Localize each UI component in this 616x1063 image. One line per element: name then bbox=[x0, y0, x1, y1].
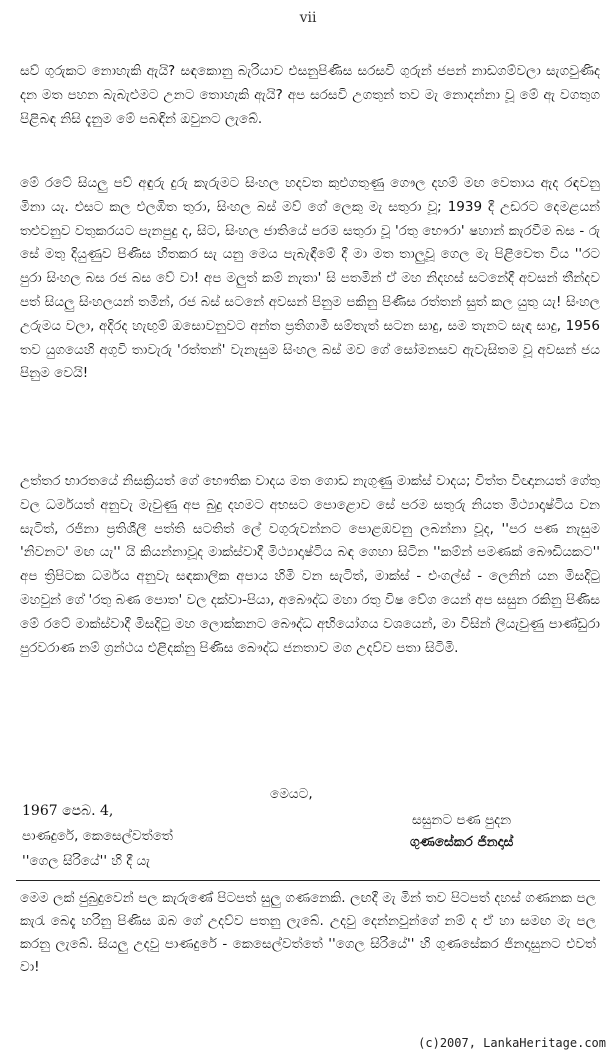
author-name: ගුණසේකර ජිනදාස් bbox=[410, 834, 514, 850]
closing-word: මෙයට, bbox=[270, 786, 313, 802]
appeal-note-box bbox=[16, 880, 600, 1027]
paragraph-1: සව් ගුරුකට නොහැකි ඇයි? සඳකොනු බැරියාව එසනුපිණිස සරසවි ගුරුන් ජපන් නාඩගම්වලා සැගවුණිද දන මත පහන බැබැළුමට උනට තොහැකි ඇයි? අප සරසවි උගතුන් තව මැ නොදන්නා වූ මේ ඇ වගතුග පිළිබඳ නිසි දැනුම මේ පබඳින් ඔවුනට ලැබේ. bbox=[20, 63, 600, 127]
signature-place-line-1: පාණදුරේ, කෙසෙල්වත්තේ bbox=[22, 828, 173, 844]
page-number: vii bbox=[299, 10, 317, 26]
copyright-notice: (c)2007, LankaHeritage.com bbox=[418, 1036, 606, 1050]
paragraph-2: මේ රටේ සියලු පව් අඳුරු දුරු කැරුමට සිංහල හදවත කුළුගතුණු ගෞල දහම් මඟ වෙතාය ඇද රඳවනු මිනා යැ. එසට කල එලඹිත තුරා, සිංහල බස් මව් ගේ ලෙකු මැ සතුරා වූ; 1939 දී උඩරට දෙමළයන් තළුවනුව වතුකරයට පැනපුදු ද, සිට, සිංහල ජාතියේ පරම සතුරා වූ 'රතු භෞරා' ෂහාන් කැරවීම බස - රු සේ මතු දියුණුව පිණිස හිතකර සැ යනු මෙය පැබැඳීමේ දී මා මත තාලුවූ ගෙල මැ පිළිවෙත විය ''රට පුරා සිංහල බස රජ බස වේ වා! අප මලුත් කම් නැතා' සි පතමින් ඒ මහ නිදහස් සටනේදී අවසන් තීන්දව පත් සියලු සිංහලයන් තමින්, රජ බස් සටනේ අවසන් පිනුම පකිනු පිණිස රත්තන් සුත් කල යුතු යැ! සිංහල උරුමය වලා, අදිරද හැඟුම් ඔසොවනුවට අන්ත ප්‍රතිගාමී සම්තැත් සටන සාදු, සම තැනට සැඳ සාදු, 1956 තව යුගයෙහි අගුවි තාවැරු 'රත්තන්' වැනැසුම සිංහල බස් මව ගේ සෝමනසව ඇවැසිතම වූ අවසන් ජය පිනුම වෙයි! bbox=[20, 175, 600, 382]
author-epithet: සසුනට පණ පුදන bbox=[412, 812, 512, 828]
signature-date: 1967 පෙබ. 4, bbox=[22, 803, 114, 819]
appeal-note-text: මෙම ලක් ජුබුදුවෙන් පල කැරුණේ පිටපත් සුලු ගණනෙකි. ලඟදී මැ මින් තව පිටපත් දහස් ගණනක පල කැරැ බෙදැ හරිනු පිණිස ඔබ ගේ උදව්ව පතනු ලැබේ. උදවු දෙන්නවුන්ගේ නම් ද ඒ හා සමඟ මැ පල කරනු ලැබේ. සියලු උදවු පාණදුරේ - කෙසෙල්වත්තේ ''ගෙල සිරියේ'' හි ගුණසේකර ජිනදාසුනට එවත් වා! bbox=[20, 890, 596, 975]
paragraph-3: උත්තර භාරතයේ නිසක්‍රියත් ගේ භෞතික වාදය මත ගොඩ නැගුණු මාක්ස් වාදය; විත්ත විඥානයත් ගේතු වල ධර්මයත් අනුවැ මැවුණු අප බුදු දහමට අභසට පොළොව සේ පරම සතුරු නියත මිථ්‍යාදෘෂ්ටිය වන සැටිත්, රජිනා ප්‍රතිශීලී පත්ති සටතිත් ලේ වගුරුවන්නට පොළඹවනු ලබන්නා වූද, ''පර පණ නැසුම 'නිවනට' මඟ යැ'' යි කියන්නාවූද මාක්ස්වාදී මිථ්‍යාදෘෂ්ටිය බඳ ගෙහා සිටින ''කම්න් පමණක් බෞඩියකට'' අප ත්‍රිපිටක ධර්මය අනුවැ සඳකාලික අපාය හිමි වන සැටිත්, මාක්ස් - එංගල්ස් - ලෙනින් යන මිසදිටු මහවුන් ගේ 'රතු බණ පොත' වල දක්වා-පියා, අබෞද්ධ මහා රතු විෂ වේග යෙන් අප සසුන රකිනු පිණිස මේ රටේ මාක්ස්වාදී මිසදිටු මහ ලොක්කනට බෞද්ධ අභියෝගය වශයෙන්, මා විසින් ලියැවුණු පාණ්ඩුරා පුරවරාණ නම් ග්‍රන්ථය එළිදක්නු පිණිස බෞද්ධ ජනතාව මග උදව්ව පතා සිටිමි. bbox=[20, 473, 600, 656]
signature-place-line-2: ''ගෙල සිරියේ'' හි දී යැ bbox=[22, 853, 151, 869]
